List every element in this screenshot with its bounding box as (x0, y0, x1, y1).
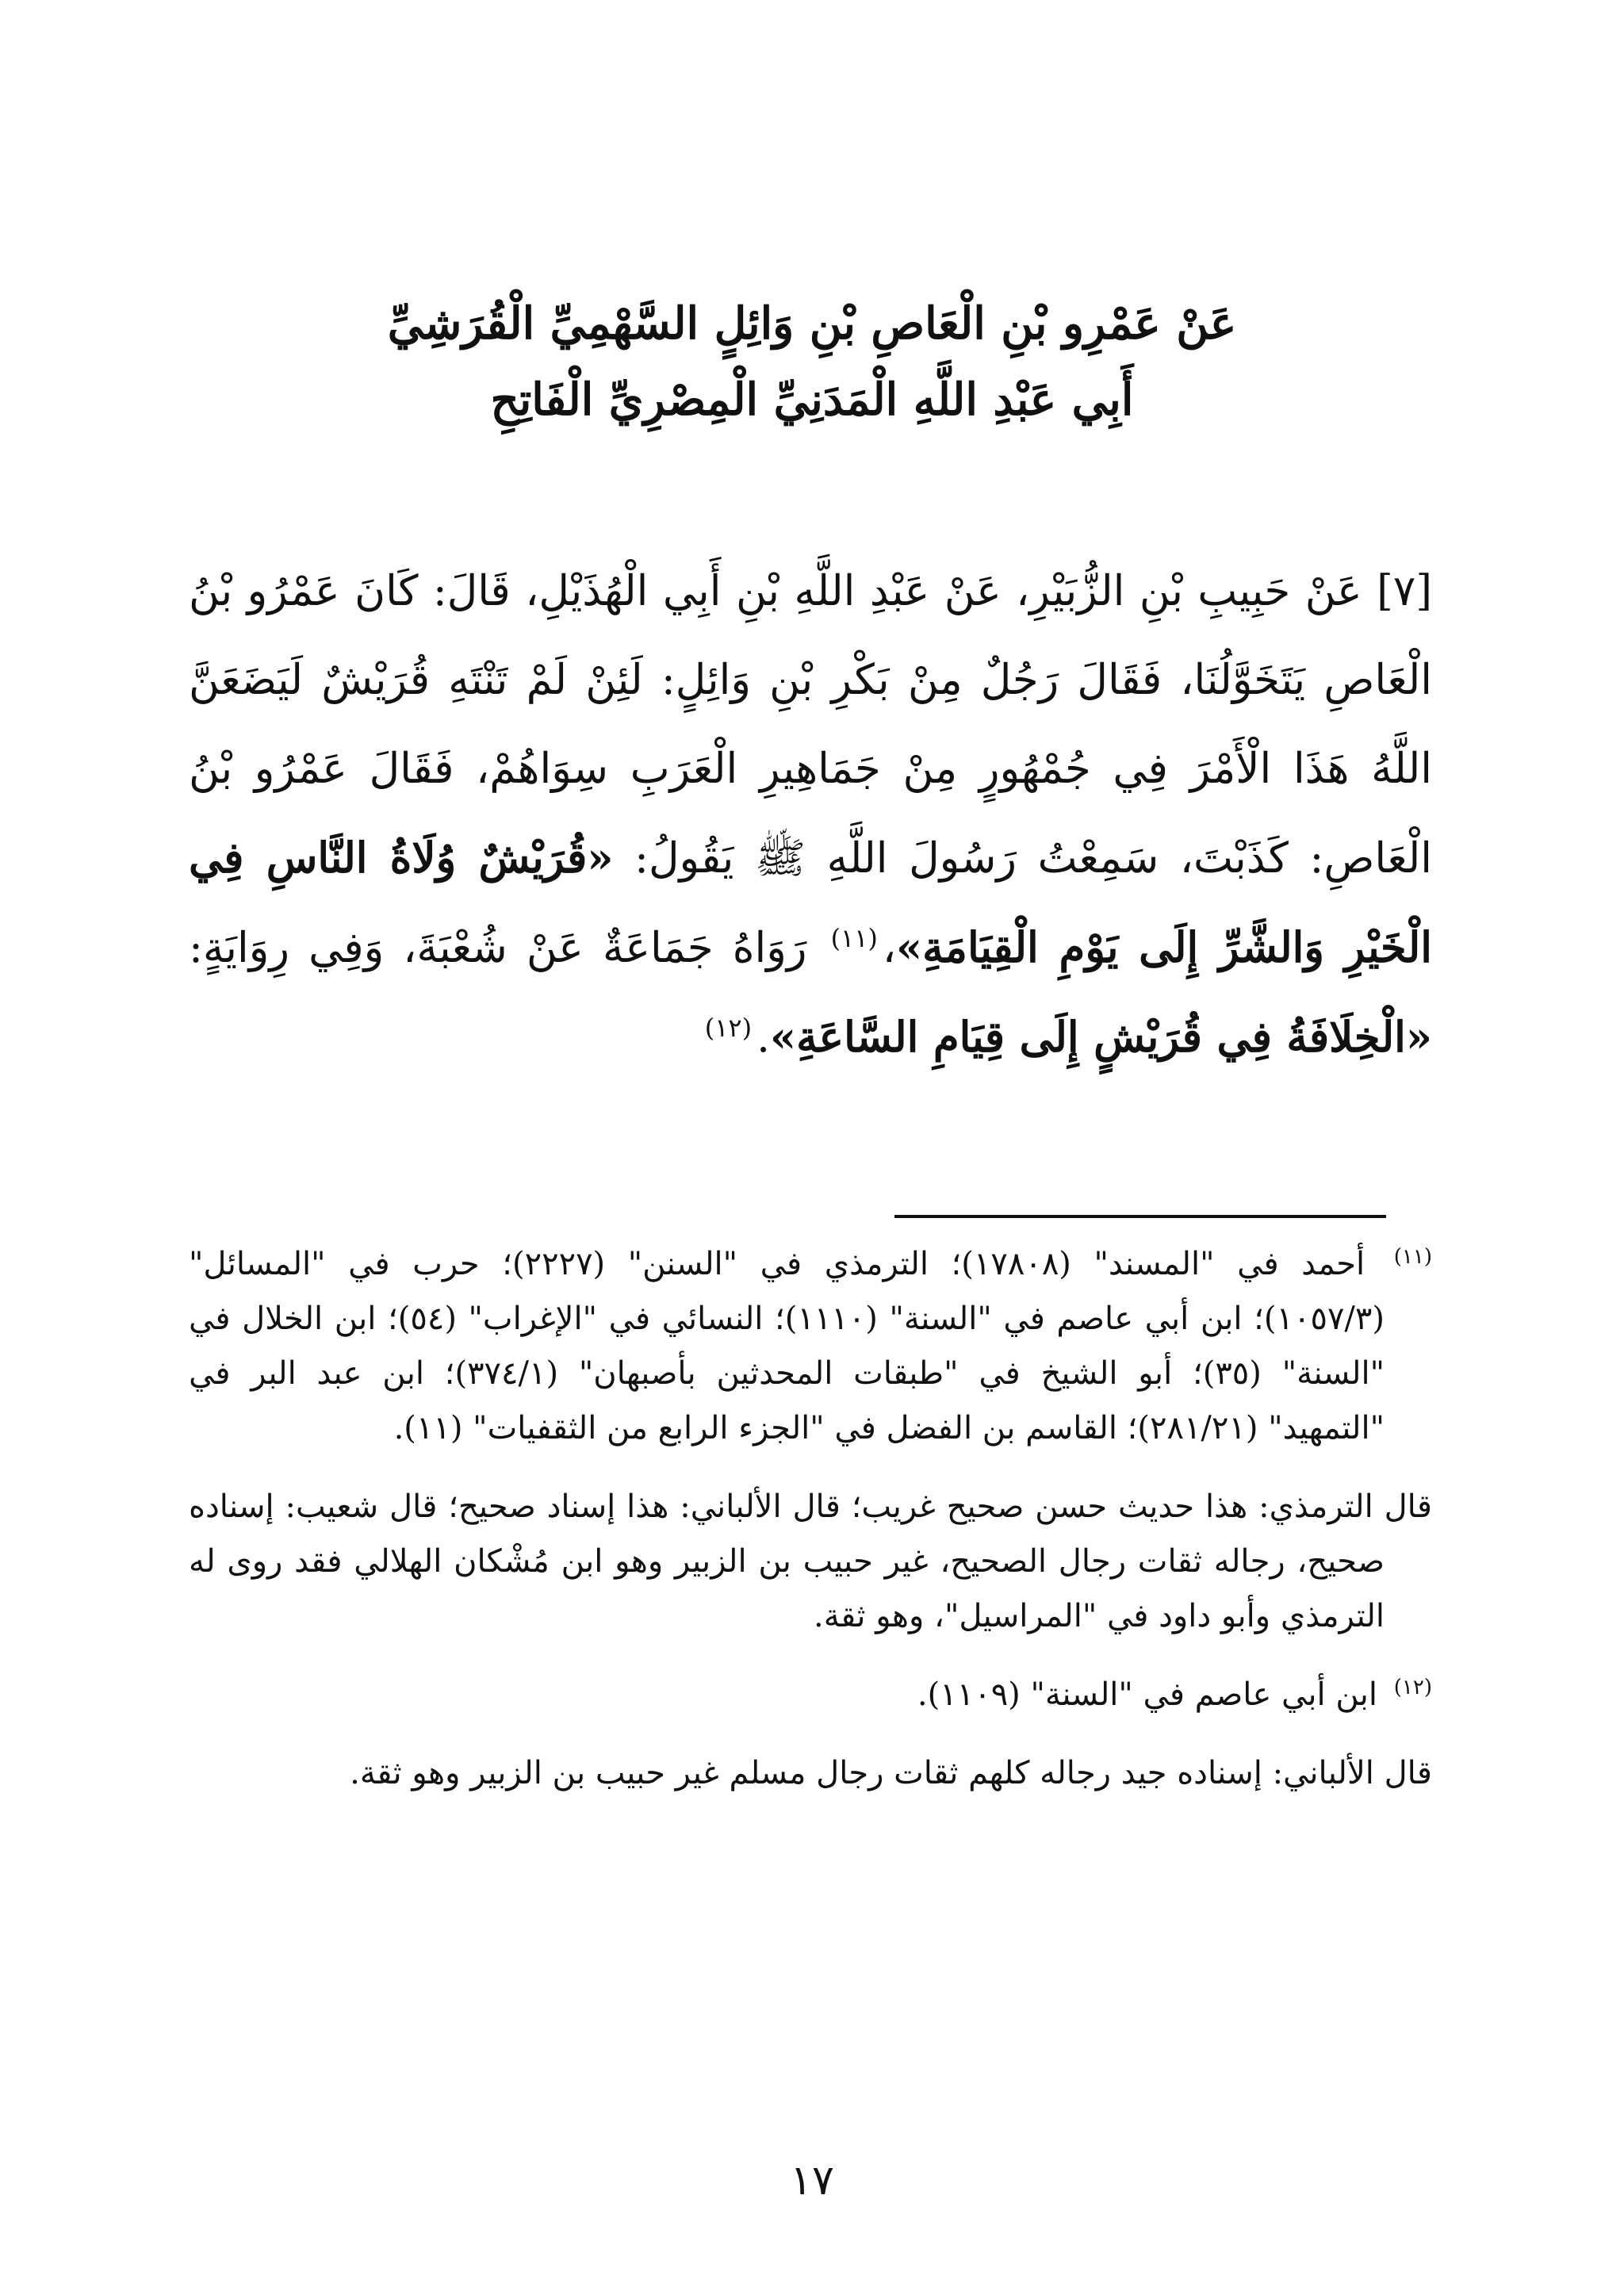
period: . (756, 1013, 770, 1062)
hadith-number: [٧] (1377, 567, 1432, 615)
heading-line-1: عَنْ عَمْرِو بْنِ الْعَاصِ بْنِ وَائِلٍ السَّهْمِيِّ الْقُرَشِيِّ (387, 297, 1237, 350)
hadith-quote-2: «الْخِلَافَةُ فِي قُرَيْشٍ إِلَى قِيَامِ السَّاعَةِ» (769, 1013, 1432, 1062)
hadith-quote-1: «قُرَيْشٌ وُلَاةُ النَّاسِ فِي الْخَيْرِ وَالشَّرِّ إِلَى يَوْمِ الْقِيَامَةِ» (189, 833, 1433, 972)
footnote-ref-12[interactable]: (١٢) (704, 1013, 753, 1044)
comma: ، (882, 924, 897, 972)
heading-line-2: أَبِي عَبْدِ اللَّهِ الْمَدَنِيِّ الْمِصْرِيِّ الْفَاتِحِ (490, 374, 1134, 426)
footnote-marker-12: (١٢) (1393, 1675, 1432, 1699)
footnote-ref-11[interactable]: (١١) (830, 923, 878, 954)
footnote-11 (189, 1237, 1432, 1456)
footnote-separator (894, 1215, 1386, 1218)
footnote-12-text: ابن أبي عاصم في "السنة" (١١٠٩). (917, 1676, 1378, 1713)
page-number: ١٧ (790, 2157, 834, 2205)
footnote-11-text: أحمد في "المسند" (١٧٨٠٨)؛ الترمذي في "السنن" (٢٢٢٧)؛ حرب في "المسائل" (١٠٥٧/٣)؛ ابن أبي عاصم في "السنة" (١١١٠)؛ النسائي في "الإغراب" (٥٤)؛ ابن الخلال في "السنة" (٣٥)؛ أبو الشيخ في "طبقات المحدثين بأصبهان" (٣٧٤/١)؛ ابن عبد البر في "التمهيد" (٢٨١/٢١)؛ القاسم بن الفضل في "الجزء الرابع من الثقفيات" (١١). (189, 1246, 1385, 1446)
hadith-narration: عَنْ حَبِيبِ بْنِ الزُّبَيْرِ، عَنْ عَبْدِ اللَّهِ بْنِ أَبِي الْهُذَيْلِ، قَالَ: كَانَ عَمْرُو بْنُ الْعَاصِ يَتَخَوَّلُنَا، فَقَالَ رَجُلٌ مِنْ بَكْرِ بْنِ وَائِلٍ: لَئِنْ لَمْ تَنْتَهِ قُرَيْشٌ لَيَضَعَنَّ اللَّهُ هَذَا الْأَمْرَ فِي جُمْهُورٍ مِنْ جَمَاهِيرِ الْعَرَبِ سِوَاهُمْ، فَقَالَ عَمْرُو بْنُ الْعَاصِ: كَذَبْتَ، سَمِعْتُ رَسُولَ اللَّهِ ﷺ يَقُولُ: (189, 567, 1432, 883)
footnote-12-grading: قال الألباني: إسناده جيد رجاله كلهم ثقات رجال مسلم غير حبيب بن الزبير وهو ثقة. (350, 1755, 1432, 1791)
footnotes (189, 1237, 1432, 1801)
footnote-12 (189, 1668, 1432, 1722)
hadith-narration-2: رَوَاهُ جَمَاعَةٌ عَنْ شُعْبَةَ، وَفِي رِوَايَةٍ: (189, 924, 807, 972)
footnote-marker-11: (١١) (1393, 1244, 1433, 1269)
footnote-11-grading: قال الترمذي: هذا حديث حسن صحيح غريب؛ قال الألباني: هذا إسناد صحيح؛ قال شعيب: إسناده صحيح، رجاله ثقات رجال الصحيح، غير حبيب بن الزبير وهو ابن مُشْكان الهلالي فقد روى له الترمذي وأبو داود في "المراسيل"، وهو ثقة. (189, 1488, 1432, 1634)
chapter-heading (159, 285, 1465, 438)
hadith-text (189, 547, 1432, 1082)
